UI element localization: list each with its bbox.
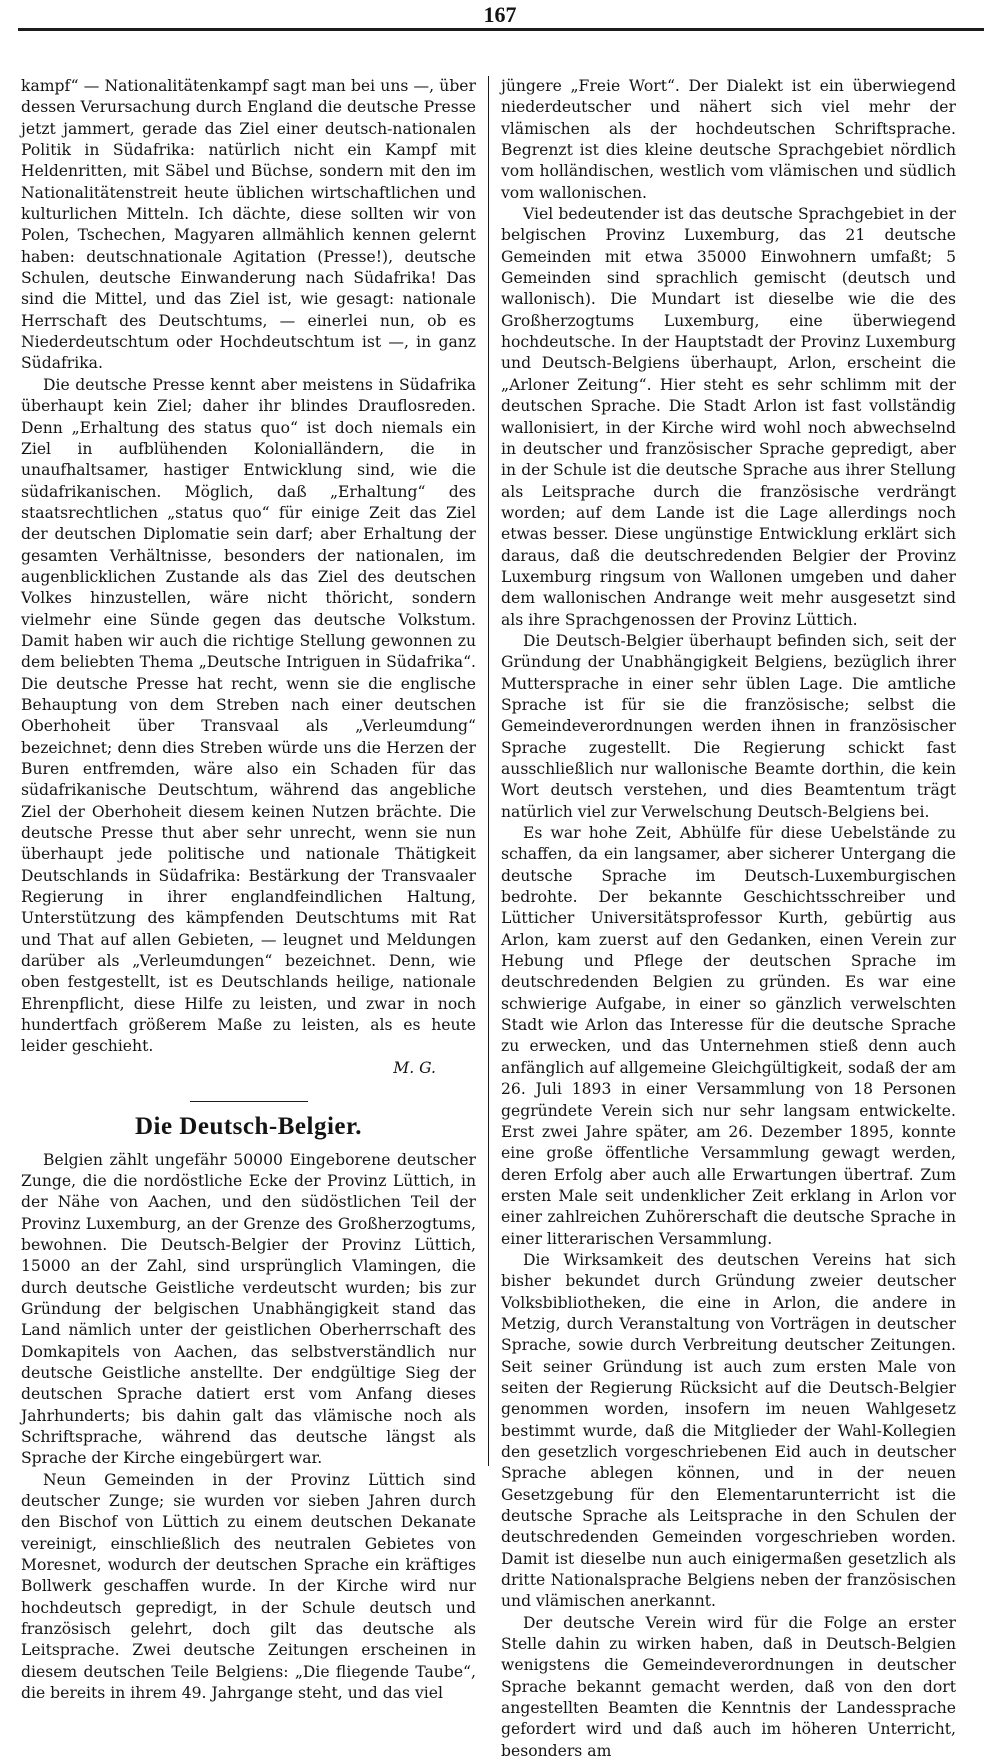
article-heading: Die Deutsch-Belgier.	[134, 1113, 363, 1141]
paragraph: jüngere „Freie Wort“. Der Dialekt ist ein überwiegend niederdeutscher und nähert sich viel mehr der vlämischen als der hochdeutschen Schriftsprache. Begrenzt ist dies kleine deutsche Sprachgebiet nördlich vom holländischen, westlich vom vlämischen und südlich vom wallonischen.	[501, 77, 956, 202]
section-divider	[190, 1101, 308, 1102]
paragraph: Neun Gemeinden in der Provinz Lüttich sind deutscher Zunge; sie wurden vor sieben Jahren durch den Bischof von Lüttich zu einem deutschen Dekanate vereinigt, einschließlich des neutralen Gebietes von Moresnet, wodurch der deutschen Sprache ein kräftiges Bollwerk geschaffen wurde. In der Kirche wird nur hochdeutsch gepredigt, in der Schule deutsch und französisch gelehrt, doch gilt das deutsche als Leitsprache. Zwei deutsche Zeitungen erscheinen in diesem deutschen Teile Belgiens: „Die fliegende Taube“, die bereits in ihrem 49. Jahrgange steht, und das viel	[21, 1470, 476, 1703]
paragraph: Die Deutsch-Belgier überhaupt befinden sich, seit der Gründung der Unabhängigkeit Belgiens, bezüglich ihrer Muttersprache in einer sehr üblen Lage. Die amtliche Sprache ist für sie die französische; selbst die Gemeindeverordnungen werden ihnen in französischer Sprache zugestellt. Die Regierung schickt fast ausschließlich nur wallonische Beamte dorthin, die kein Wort deutsch verstehen, und dies Beamtentum trägt natürlich viel zur Verwelschung Deutsch-Belgiens bei.	[501, 631, 956, 821]
header-rule	[18, 28, 984, 31]
right-column	[501, 76, 956, 1762]
paragraph: Der deutsche Verein wird für die Folge an erster Stelle dahin zu wirken haben, daß in Deutsch-Belgien wenigstens die Gemeindeverordnungen in deutscher Sprache bekannt gemacht werden, daß von den dort angestellten Beamten die Kenntnis der Landessprache gefordert wird und daß auch im höheren Unterricht, besonders am	[501, 1613, 956, 1760]
paragraph: Belgien zählt ungefähr 50000 Eingeborene deutscher Zunge, die die nordöstliche Ecke der Provinz Lüttich, in der Nähe von Aachen, und den südöstlichen Teil der Provinz Luxemburg, an der Grenze des Großherzogtums, bewohnen. Die Deutsch-Belgier der Provinz Lüttich, 15000 an der Zahl, sind ursprünglich Vlamingen, die durch deutsche Geistliche verdeutscht wurden; bis zur Gründung der belgischen Unabhängigkeit stand das Land nämlich unter der geistlichen Oberherrschaft des Domkapitels von Aachen, das selbstverständlich nur deutsche Geistliche anstellte. Der endgültige Sieg der deutschen Sprache datiert erst vom Anfang dieses Jahrhunderts; bis dahin galt das vlämische noch als Schriftsprache, während das deutsche längst als Sprache der Kirche eingebürgert war.	[21, 1150, 476, 1468]
paragraph: Die deutsche Presse kennt aber meistens in Südafrika überhaupt kein Ziel; daher ihr blindes Drauflosreden. Denn „Erhaltung des status quo“ ist doch niemals ein Ziel in aufblühenden Kolonialländern, die in unaufhaltsamer, hastiger Entwicklung sind, wie die südafrikanischen. Möglich, daß „Erhaltung“ des staatsrechtlichen „status quo“ für einige Zeit das Ziel der deutschen Diplomatie sein darf; aber Erhaltung der gesamten Verhältnisse, besonders der nationalen, im augenblicklichen Zustande als das Ziel des deutschen Volkes hinzustellen, wäre nicht thöricht, sondern vielmehr eine Sünde gegen das deutsche Volkstum. Damit haben wir auch die richtige Stellung gewonnen zu dem beliebten Thema „Deutsche Intriguen in Südafrika“. Die deutsche Presse hat recht, wenn sie die englische Behauptung von dem Streben nach einer deutschen Oberhoheit über Transvaal als „Verleumdung“ bezeichnet; denn dies Streben würde uns die Herzen der Buren entfremden, wäre also ein Schaden für das südafrikanische Deutschtum, während das angebliche Ziel der Oberhoheit diesem keinen Nutzen brächte. Die deutsche Presse thut aber sehr unrecht, wenn sie nun überhaupt jede politische und nationale Thätigkeit Deutschlands in Südafrika: Bestärkung der Transvaaler Regierung in ihrer englandfeindlichen Haltung, Unterstützung des kämpfenden Deutschtums mit Rat und That auf allen Gebieten, — leugnet und Meldungen darüber als „Verleumdungen“ bezeichnet. Denn, wie oben festgestellt, ist es Deutschlands heilige, nationale Ehrenpflicht, diese Hilfe zu leisten, und zwar in noch hundertfach größerem Maße zu leisten, als es heute leider geschieht.	[21, 375, 476, 1056]
column-divider	[488, 76, 489, 1466]
paragraph: Viel bedeutender ist das deutsche Sprachgebiet in der belgischen Provinz Luxemburg, das 21 deutsche Gemeinden mit etwa 35000 Einwohnern umfaßt; 5 Gemeinden sind sprachlich gemischt (deutsch und wallonisch). Die Mundart ist dieselbe wie die des Großherzogtums Luxemburg, eine überwiegend hochdeutsche. In der Hauptstadt der Provinz Luxemburg und Deutsch-Belgiens überhaupt, Arlon, erscheint die „Arloner Zeitung“. Hier steht es sehr schlimm mit der deutschen Sprache. Die Stadt Arlon ist fast vollständig wallonisiert, in der Kirche wird wohl noch abwechselnd in deutscher und französischer Sprache gepredigt, aber in der Schule ist die deutsche Sprache aus ihrer Stellung als Leitsprache durch die französische verdrängt worden; auf dem Lande ist die Lage allerdings noch etwas besser. Diese ungünstige Entwicklung erklärt sich daraus, daß die deutschredenden Belgier der Provinz Luxemburg ringsum von Wallonen umgeben und daher dem wallonischen Andrange weit mehr ausgesetzt sind als ihre Sprachgenossen der Provinz Lüttich.	[501, 205, 956, 629]
paragraph: Die Wirksamkeit des deutschen Vereins hat sich bisher bekundet durch Gründung zweier deutscher Volksbibliotheken, die eine in Arlon, die andere in Metzig, durch Veranstaltung von Vorträgen in deutscher Sprache, sowie durch Verbreitung deutscher Zeitungen. Seit seiner Gründung ist auch zum ersten Male von seiten der Regierung Rücksicht auf die Deutsch-Belgier genommen worden, insofern im neuen Wahlgesetz bestimmt wurde, daß die Mitglieder der Wahl-Kollegien den gesetzlich vorgeschriebenen Eid auch in deutscher Sprache ablegen können, und in der neuen Gesetzgebung für den Elementarunterricht ist die deutsche Sprache als Leitsprache in den Schulen der deutschredenden Gemeinden vorgeschrieben worden. Damit ist dieselbe nun auch einigermaßen gesetzlich als dritte Nationalsprache Belgiens neben der französischen und vlämischen anerkannt.	[501, 1250, 956, 1611]
paragraph: Es war hohe Zeit, Abhülfe für diese Uebelstände zu schaffen, da ein langsamer, aber sicherer Untergang die deutsche Sprache im Deutsch-Luxemburgischen bedrohte. Der bekannte Geschichtsschreiber und Lütticher Universitätsprofessor Kurth, gebürtig aus Arlon, kam zuerst auf den Gedanken, einen Verein zur Hebung und Pflege der deutschen Sprache im deutschredenden Belgien zu gründen. Es war eine schwierige Aufgabe, in einer so gänzlich verwelschten Stadt wie Arlon das Interesse für die deutsche Sprache zu erwecken, und das Unternehmen stieß denn auch anfänglich auf allgemeine Gleichgültigkeit, sodaß der am 26. Juli 1893 in einer Versammlung von 18 Personen gegründete Verein sich nur sehr langsam entwickelte. Erst zwei Jahre später, am 26. Dezember 1895, konnte eine große öffentliche Versammlung gewagt werden, deren Erfolg aber auch alle Erwartungen übertraf. Zum ersten Male seit undenklicher Zeit erklang in Arlon vor einer zahlreichen Zuhörerschaft die deutsche Sprache in einer litterarischen Versammlung.	[501, 824, 956, 1248]
author-signature: M. G.	[393, 1058, 436, 1077]
left-column	[21, 76, 476, 1704]
paragraph: kampf“ — Nationalitätenkampf sagt man bei uns —, über dessen Verursachung durch England die deutsche Presse jetzt jammert, gerade das Ziel einer deutsch-nationalen Politik in Südafrika: natürlich nicht ein Kampf mit Heldenritten, mit Säbel und Büchse, sondern mit den im Nationalitätenstreit heute üblichen wirtschaftlichen und kulturlichen Mitteln. Ich dächte, diese sollten wir von Polen, Tschechen, Magyaren allmählich kennen gelernt haben: deutschnationale Agitation (Presse!), deutsche Schulen, deutsche Einwanderung nach Südafrika! Das sind die Mittel, und das Ziel ist, wie gesagt: nationale Herrschaft des Deutschtums, — einerlei nun, ob es Niederdeutschtum oder Hochdeutschtum ist —, in ganz Südafrika.	[21, 77, 476, 373]
page-number: 167	[483, 2, 517, 27]
